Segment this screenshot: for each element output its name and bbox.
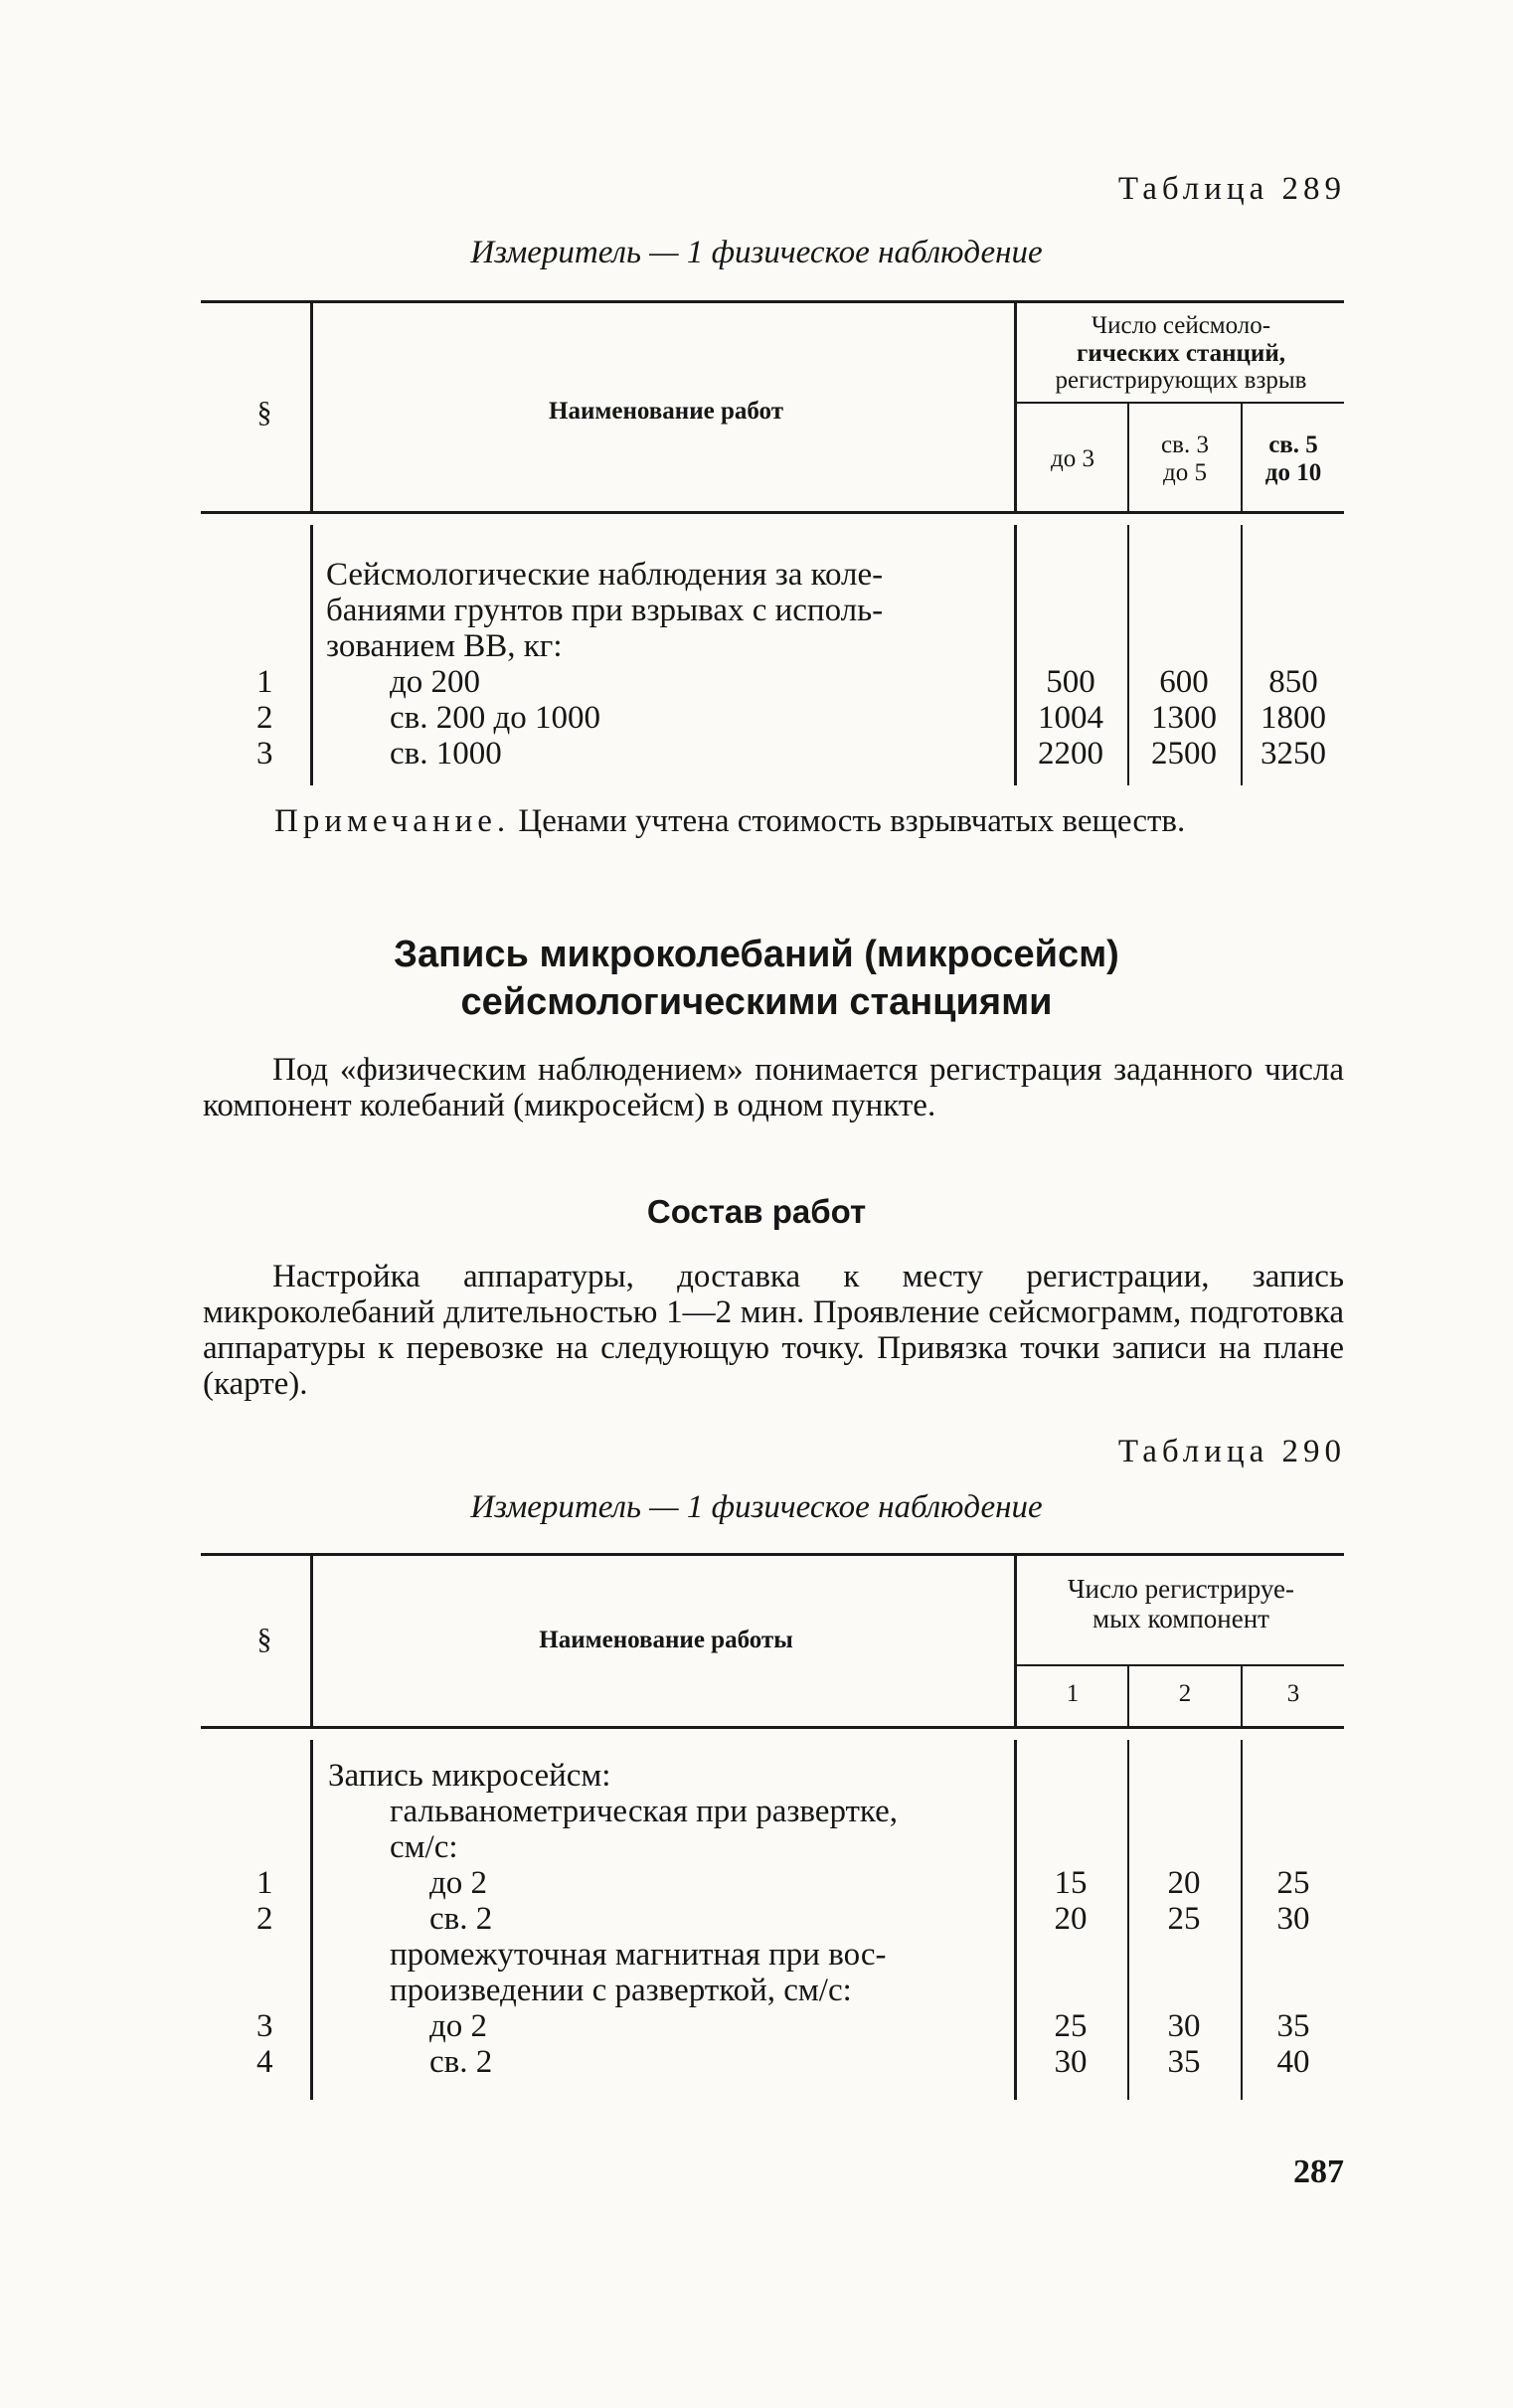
table-290-group-rule: [1016, 1664, 1344, 1666]
table-290-divider: [310, 1555, 313, 1726]
row-name: св. 200 до 1000: [390, 700, 601, 736]
row-name: св. 2: [429, 2044, 493, 2080]
row-value: 15: [1054, 1865, 1088, 1901]
row-name: св. 2: [429, 1901, 493, 1937]
row-value: 500: [1046, 664, 1095, 700]
table-289-col-num: §: [256, 396, 272, 429]
row-value: 600: [1159, 664, 1209, 700]
table-289-title: Таблица 289: [1117, 171, 1346, 207]
row-value: 3250: [1261, 736, 1326, 772]
row-number: 1: [256, 1865, 273, 1901]
row-value: 35: [1276, 2008, 1310, 2044]
composition-paragraph: Настройка аппаратуры, доставка к месту регистрации, запись микроколебаний длительностью 1—2 мин. Проявление сейсмограмм, подготовка аппаратуры к перевозке на следующую точку. Привязка точки записи на плане (карте).: [203, 1259, 1344, 1402]
table-289-col-group: Число сейсмоло- гических станций, регистрирующих взрыв: [1055, 312, 1307, 394]
row-value: 850: [1268, 664, 1318, 700]
table-290-header-rule: [201, 1726, 1344, 1729]
row-number: 4: [256, 2044, 273, 2080]
table-289-divider: [310, 302, 313, 511]
table-289-sub-2: св. 3 до 5: [1161, 431, 1209, 486]
table-289-top-rule: [201, 300, 1344, 303]
row-value: 40: [1276, 2044, 1310, 2080]
row-name: до 2: [429, 2008, 488, 2044]
row-number: 1: [256, 664, 273, 700]
row-name: до 2: [429, 1865, 488, 1901]
row-value: 30: [1054, 2044, 1088, 2080]
row-value: 30: [1276, 1901, 1310, 1937]
row-number: 2: [256, 1901, 273, 1937]
section-heading: Запись микроколебаний (микросейсм) сейсмологическими станциями: [394, 934, 1119, 1023]
table-290-divider: [1014, 1555, 1017, 1726]
note-label: Примечание.: [274, 803, 511, 839]
row-number: 2: [256, 700, 273, 736]
row-value: 20: [1054, 1901, 1088, 1937]
table-289-sub-1: до 3: [1051, 445, 1094, 472]
table-289-col-name: Наименование работ: [549, 398, 783, 425]
row-value: 1004: [1038, 700, 1103, 736]
table-290-col-num: §: [256, 1623, 272, 1655]
table-290-title: Таблица 290: [1117, 1434, 1346, 1469]
table-289-intro: Сейсмологические наблюдения за коле- баниями грунтов при взрывах с исполь- зованием ВВ, кг:: [326, 557, 884, 664]
table-289-sub-3: св. 5 до 10: [1264, 431, 1322, 486]
table-289-measure: Измеритель — 1 физическое наблюдение: [470, 235, 1043, 270]
table-290-intro: Запись микросейсм:: [328, 1758, 611, 1794]
table-289-note: [274, 803, 1344, 840]
row-number: 3: [256, 2008, 273, 2044]
table-290-measure: Измеритель — 1 физическое наблюдение: [470, 1489, 1043, 1525]
row-name: св. 1000: [390, 736, 502, 772]
row-value: 25: [1276, 1865, 1310, 1901]
table-289-group-rule: [1016, 402, 1344, 404]
table-290-sub-2: 2: [1178, 1680, 1192, 1707]
table-289-divider: [310, 525, 313, 785]
composition-heading: Состав работ: [646, 1193, 867, 1230]
table-290-top-rule: [201, 1553, 1344, 1556]
row-value: 30: [1167, 2008, 1201, 2044]
table-289-header-rule: [201, 511, 1344, 514]
table-290-divider: [310, 1740, 313, 2100]
row-value: 1300: [1151, 700, 1217, 736]
table-290-col-name: Наименование работы: [539, 1627, 793, 1653]
row-value: 2500: [1151, 736, 1217, 772]
row-name: до 200: [390, 664, 481, 700]
note-text: Ценами учтена стоимость взрывчатых веществ.: [518, 803, 1186, 839]
row-number: 3: [256, 736, 273, 772]
table-290-sub-1: 1: [1066, 1680, 1080, 1707]
row-value: 25: [1054, 2008, 1088, 2044]
row-value: 20: [1167, 1865, 1201, 1901]
row-value: 2200: [1038, 736, 1103, 772]
table-289-divider: [1014, 302, 1017, 511]
row-value: 25: [1167, 1901, 1201, 1937]
table-290-col-group: Число регистрируе- мых компонент: [1067, 1574, 1295, 1634]
row-value: 35: [1167, 2044, 1201, 2080]
page-number: 287: [1293, 2153, 1344, 2190]
table-290-group-2: промежуточная магнитная при вос- произведении с разверткой, см/с:: [390, 1937, 887, 2008]
row-value: 1800: [1261, 700, 1326, 736]
definition-paragraph: Под «физическим наблюдением» понимается регистрация заданного числа компонент колебаний (микросейсм) в одном пункте.: [203, 1052, 1344, 1123]
table-290-sub-3: 3: [1286, 1680, 1300, 1707]
table-290-group-1: гальванометрическая при развертке, см/с:: [390, 1794, 899, 1865]
